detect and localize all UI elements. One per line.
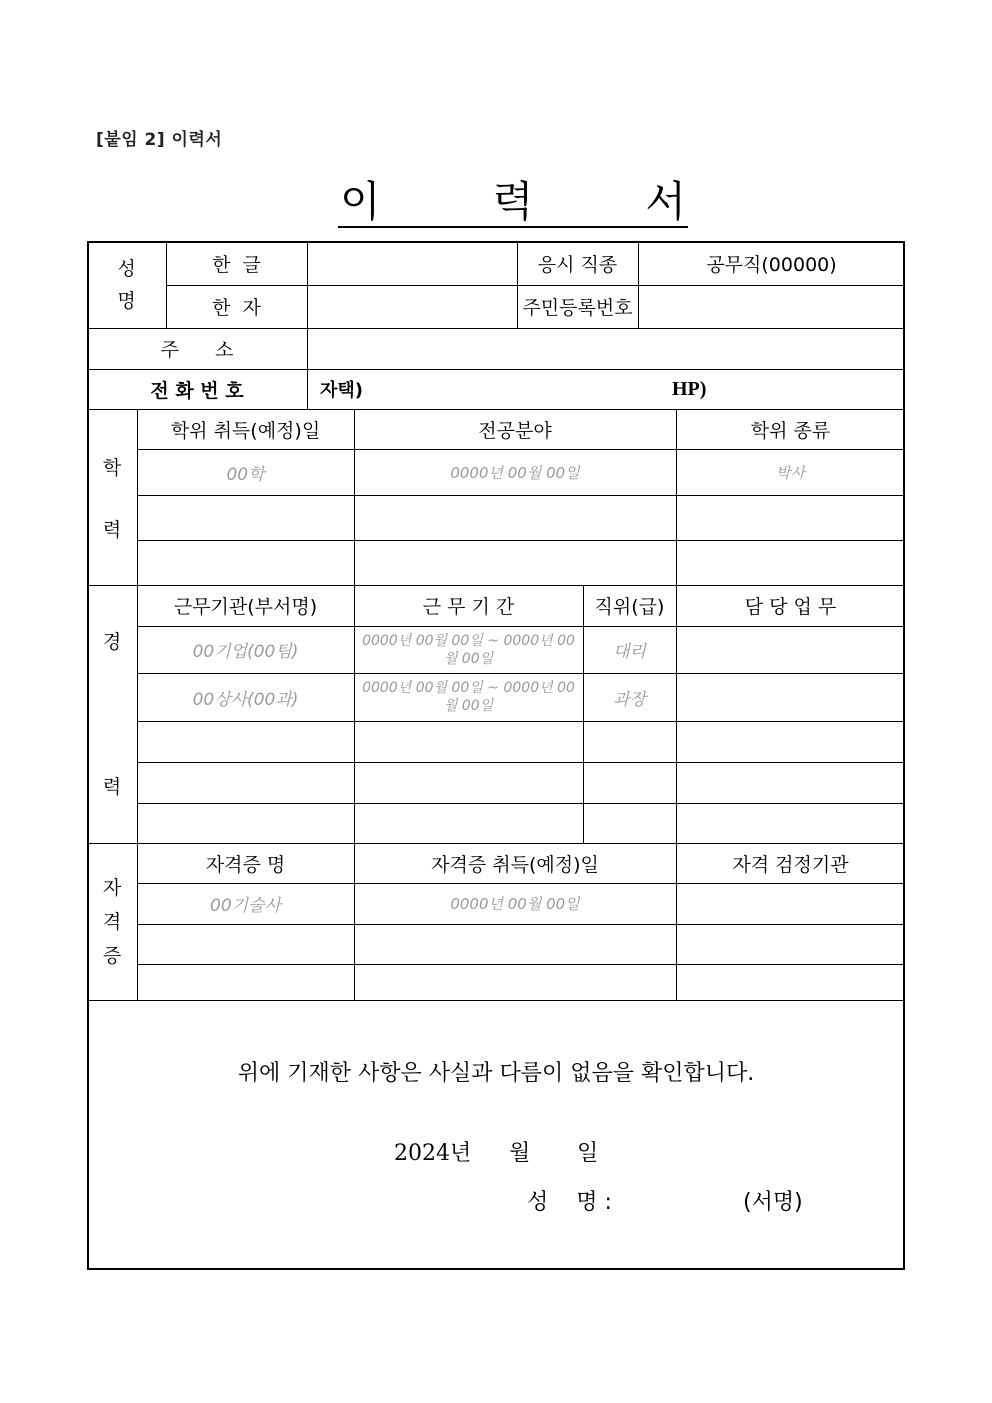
education-degree-field[interactable] [676, 495, 905, 540]
career-duties-field[interactable] [676, 762, 905, 803]
label-char: 경 [102, 631, 122, 653]
education-major-field[interactable] [354, 495, 676, 540]
career-duties-field[interactable] [676, 803, 905, 843]
hanja-label: 한 자 [212, 297, 261, 319]
career-org-field[interactable]: 00상사(00과) [192, 689, 299, 710]
home-phone-label: 자택) [320, 380, 364, 401]
title-char: 서 [645, 177, 686, 226]
label-char: 력 [102, 518, 122, 541]
certificate-name-field[interactable] [137, 924, 354, 964]
signer-name-label: 성 명 : [527, 1190, 612, 1215]
career-org-field[interactable] [137, 803, 354, 843]
label-char: 격 [102, 910, 122, 933]
certificate-issuer-field[interactable] [676, 883, 905, 924]
career-period-field[interactable] [354, 803, 583, 843]
name-section-label [87, 241, 166, 328]
divider [87, 1000, 905, 1001]
education-header-degree: 학위 종류 [750, 419, 831, 442]
career-position-field[interactable]: 대리 [613, 642, 646, 662]
career-position-field[interactable] [583, 721, 676, 762]
certificate-section-label [87, 843, 137, 1000]
label-char: 학 [102, 456, 122, 479]
education-major-field[interactable] [354, 540, 676, 585]
certificate-name-field[interactable] [137, 964, 354, 1000]
signature-year: 2024년 [394, 1141, 472, 1166]
career-duties-field[interactable] [676, 626, 905, 673]
career-org-field[interactable] [137, 721, 354, 762]
attachment-label: [붙임 2] 이력서 [96, 130, 223, 150]
mobile-phone-label: HP) [672, 377, 707, 400]
hanja-name-field[interactable] [307, 285, 517, 328]
career-position-field[interactable]: 과장 [613, 689, 646, 710]
signature-day: 일 [577, 1141, 599, 1166]
career-duties-field[interactable] [676, 673, 905, 721]
career-period-field[interactable] [354, 762, 583, 803]
job-type-label: 응시 직종 [537, 253, 618, 276]
certificate-date-field[interactable] [354, 964, 676, 1000]
education-date-field[interactable]: 00학 [226, 464, 265, 485]
career-header-duties: 담 당 업 무 [744, 596, 837, 618]
career-header-org: 근무기관(부서명) [173, 596, 318, 618]
education-date-field[interactable] [137, 540, 354, 585]
career-duties-field[interactable] [676, 721, 905, 762]
education-degree-field[interactable]: 박사 [776, 463, 805, 482]
label-char: 력 [102, 776, 122, 798]
education-header-date: 학위 취득(예정)일 [170, 419, 321, 442]
job-type-field[interactable]: 공무직(00000) [706, 253, 837, 276]
career-position-field[interactable] [583, 762, 676, 803]
signature-label: (서명) [743, 1190, 803, 1215]
phone-label: 전 화 번 호 [150, 379, 244, 402]
hangul-name-field[interactable] [307, 241, 517, 285]
certificate-header-name: 자격증 명 [205, 853, 286, 876]
title-char: 이 [340, 177, 381, 226]
education-section-label [87, 409, 137, 585]
certificate-issuer-field[interactable] [676, 924, 905, 964]
career-period-field[interactable]: 0000년 00월 00일 ~ 0000년 00월 00일 [362, 632, 575, 667]
certificate-date-field[interactable] [354, 924, 676, 964]
education-degree-field[interactable] [676, 540, 905, 585]
home-phone-field[interactable] [380, 369, 670, 409]
rrn-field[interactable] [638, 285, 905, 328]
career-org-field[interactable]: 00기업(00팀) [192, 642, 299, 662]
career-org-field[interactable] [137, 762, 354, 803]
signature-month: 월 [509, 1141, 531, 1166]
label-char: 명 [117, 289, 136, 312]
title-char: 력 [492, 177, 534, 226]
address-label: 주 소 [160, 339, 234, 361]
career-header-period: 근 무 기 간 [422, 596, 515, 618]
education-major-field[interactable]: 0000년 00월 00일 [450, 463, 580, 482]
rrn-label: 주민등록번호 [522, 297, 633, 319]
certificate-header-date: 자격증 취득(예정)일 [431, 853, 599, 876]
career-period-field[interactable] [354, 721, 583, 762]
certificate-issuer-field[interactable] [676, 964, 905, 1000]
career-period-field[interactable]: 0000년 00월 00일 ~ 0000년 00월 00일 [362, 680, 575, 714]
signer-name-field[interactable] [640, 1182, 740, 1216]
label-char: 성 [117, 257, 136, 280]
certificate-name-field[interactable]: 00기술사 [210, 896, 281, 916]
education-header-major: 전공분야 [478, 419, 552, 442]
career-position-field[interactable] [583, 803, 676, 843]
education-date-field[interactable] [137, 495, 354, 540]
document-title [338, 178, 688, 228]
declaration-statement: 위에 기재한 사항은 사실과 다름이 없음을 확인합니다. [237, 1061, 755, 1086]
career-header-position: 직위(급) [594, 596, 665, 618]
certificate-header-issuer: 자격 검정기관 [732, 853, 849, 876]
label-char: 자 [102, 876, 122, 899]
label-char: 증 [102, 944, 122, 967]
certificate-date-field[interactable]: 0000년 00월 00일 [450, 895, 580, 913]
hangul-label: 한 글 [212, 253, 261, 276]
address-field[interactable] [307, 328, 905, 369]
mobile-phone-field[interactable] [722, 369, 902, 409]
career-section-label [87, 585, 137, 843]
